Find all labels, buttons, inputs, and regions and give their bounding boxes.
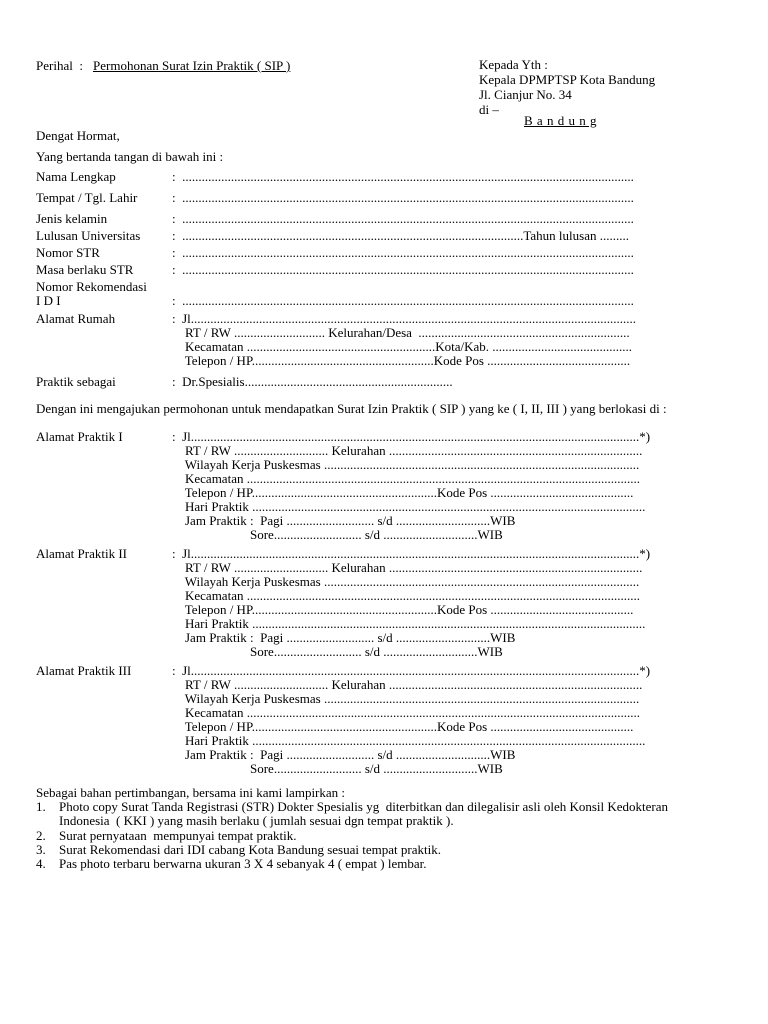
praktik-2-puskesmas[interactable]: Wilayah Kerja Puskesmas ................................................................................................. xyxy=(172,574,640,589)
praktik-sebagai-value[interactable]: : Dr.Spesialis................................................................ xyxy=(172,374,453,389)
city-name: B a n d u n g xyxy=(524,113,597,128)
field-value-masa-str[interactable]: : ........................................................................................................................................... xyxy=(172,262,634,277)
field-label-nama: Nama Lengkap xyxy=(36,169,116,184)
field-label-universitas: Lulusan Universitas xyxy=(36,228,141,243)
praktik-3-telepon[interactable]: Telepon / HP.........................................................Kode Pos ............................................ xyxy=(172,719,634,734)
alamat-praktik-3-label: Alamat Praktik III xyxy=(36,663,132,678)
praktik-2-jalan[interactable]: : Jl..........................................................................................................................................*) xyxy=(172,546,651,561)
praktik-2-kecamatan[interactable]: Kecamatan ......................................................................................................................... xyxy=(172,588,640,603)
alamat-rumah-kecamatan[interactable]: Kecamatan ..........................................................Kota/Kab. ........................................... xyxy=(172,339,633,354)
praktik-3-hari[interactable]: Hari Praktik ......................................................................................................................... xyxy=(172,733,646,748)
praktik-2-hari[interactable]: Hari Praktik ......................................................................................................................... xyxy=(172,616,646,631)
praktik-1-jalan[interactable]: : Jl..........................................................................................................................................*) xyxy=(172,429,651,444)
field-label-masa-str: Masa berlaku STR xyxy=(36,262,134,277)
alamat-rumah-jalan[interactable]: : Jl......................................................................................................................................... xyxy=(172,311,637,326)
attachment-1-num: 1. xyxy=(36,799,46,814)
field-label-rekomendasi: Nomor Rekomendasi xyxy=(36,279,147,294)
praktik-3-rtrw[interactable]: RT / RW ............................. Kelurahan .............................................................................. xyxy=(172,677,643,692)
attachment-2-line-1: Surat pernyataan mempunyai tempat praktik. xyxy=(59,828,297,843)
field-value-idi[interactable]: : ........................................................................................................................................... xyxy=(172,293,634,308)
attachment-1-line-2: Indonesia ( KKI ) yang masih berlaku ( jumlah sesuai dgn tempat praktik ). xyxy=(59,813,454,828)
attachment-2-num: 2. xyxy=(36,828,46,843)
field-value-ttl[interactable]: : ........................................................................................................................................... xyxy=(172,190,634,205)
praktik-1-jam-sore[interactable]: Sore........................... s/d .............................WIB xyxy=(172,527,503,542)
praktik-1-telepon[interactable]: Telepon / HP.........................................................Kode Pos ............................................ xyxy=(172,485,634,500)
field-label-str: Nomor STR xyxy=(36,245,100,260)
praktik-3-puskesmas[interactable]: Wilayah Kerja Puskesmas ................................................................................................. xyxy=(172,691,640,706)
praktik-sebagai-label: Praktik sebagai xyxy=(36,374,116,389)
kepada-line-3: Jl. Cianjur No. 34 xyxy=(479,87,572,102)
kepada-line-4: di – xyxy=(479,102,499,117)
praktik-2-jam-pagi[interactable]: Jam Praktik : Pagi ........................... s/d .............................WIB xyxy=(172,630,516,645)
praktik-1-hari[interactable]: Hari Praktik ......................................................................................................................... xyxy=(172,499,646,514)
field-label-idi: I D I xyxy=(36,293,61,308)
praktik-3-jam-sore[interactable]: Sore........................... s/d .............................WIB xyxy=(172,761,503,776)
field-value-nama[interactable]: : ........................................................................................................................................... xyxy=(172,169,634,184)
intro-text: Yang bertanda tangan di bawah ini : xyxy=(36,149,224,164)
praktik-1-kecamatan[interactable]: Kecamatan ......................................................................................................................... xyxy=(172,471,640,486)
field-value-str[interactable]: : ........................................................................................................................................... xyxy=(172,245,634,260)
praktik-3-jalan[interactable]: : Jl..........................................................................................................................................*) xyxy=(172,663,651,678)
perihal-value: Permohonan Surat Izin Praktik ( SIP ) xyxy=(93,58,291,73)
alamat-rumah-label: Alamat Rumah xyxy=(36,311,116,326)
praktik-1-puskesmas[interactable]: Wilayah Kerja Puskesmas ................................................................................................. xyxy=(172,457,640,472)
attachments-intro: Sebagai bahan pertimbangan, bersama ini kami lampirkan : xyxy=(36,785,346,800)
alamat-rumah-rtrw[interactable]: RT / RW ............................ Kelurahan/Desa ................................................................. xyxy=(172,325,630,340)
field-label-jenis-kelamin: Jenis kelamin xyxy=(36,211,108,226)
alamat-praktik-1-label: Alamat Praktik I xyxy=(36,429,123,444)
request-text: Dengan ini mengajukan permohonan untuk mendapatkan Surat Izin Praktik ( SIP ) yang ke ( I, II, III ) yang berlokasi di : xyxy=(36,401,667,416)
praktik-3-kecamatan[interactable]: Kecamatan ......................................................................................................................... xyxy=(172,705,640,720)
greeting: Dengat Hormat, xyxy=(36,128,120,143)
alamat-praktik-2-label: Alamat Praktik II xyxy=(36,546,127,561)
attachment-3-line-1: Surat Rekomendasi dari IDI cabang Kota Bandung sesuai tempat praktik. xyxy=(59,842,441,857)
praktik-2-telepon[interactable]: Telepon / HP.........................................................Kode Pos ............................................ xyxy=(172,602,634,617)
praktik-1-jam-pagi[interactable]: Jam Praktik : Pagi ........................... s/d .............................WIB xyxy=(172,513,516,528)
perihal-label: Perihal : xyxy=(36,58,83,73)
praktik-2-rtrw[interactable]: RT / RW ............................. Kelurahan .............................................................................. xyxy=(172,560,643,575)
praktik-2-jam-sore[interactable]: Sore........................... s/d .............................WIB xyxy=(172,644,503,659)
praktik-1-rtrw[interactable]: RT / RW ............................. Kelurahan .............................................................................. xyxy=(172,443,643,458)
field-label-ttl: Tempat / Tgl. Lahir xyxy=(36,190,138,205)
attachment-1-line-1: Photo copy Surat Tanda Registrasi (STR) Dokter Spesialis yg diterbitkan dan dilegalisir asli oleh Konsil Kedokteran xyxy=(59,799,669,814)
field-value-jenis-kelamin[interactable]: : ........................................................................................................................................... xyxy=(172,211,634,226)
kepada-line-1: Kepada Yth : xyxy=(479,57,548,72)
attachment-3-num: 3. xyxy=(36,842,46,857)
alamat-rumah-telepon[interactable]: Telepon / HP........................................................Kode Pos ............................................ xyxy=(172,353,631,368)
praktik-3-jam-pagi[interactable]: Jam Praktik : Pagi ........................... s/d .............................WIB xyxy=(172,747,516,762)
field-value-universitas[interactable]: : .........................................................................................................Tahun lulusan ......... xyxy=(172,228,629,243)
attachment-4-num: 4. xyxy=(36,856,46,871)
kepada-line-2: Kepala DPMPTSP Kota Bandung xyxy=(479,72,656,87)
attachment-4-line-1: Pas photo terbaru berwarna ukuran 3 X 4 sebanyak 4 ( empat ) lembar. xyxy=(59,856,427,871)
